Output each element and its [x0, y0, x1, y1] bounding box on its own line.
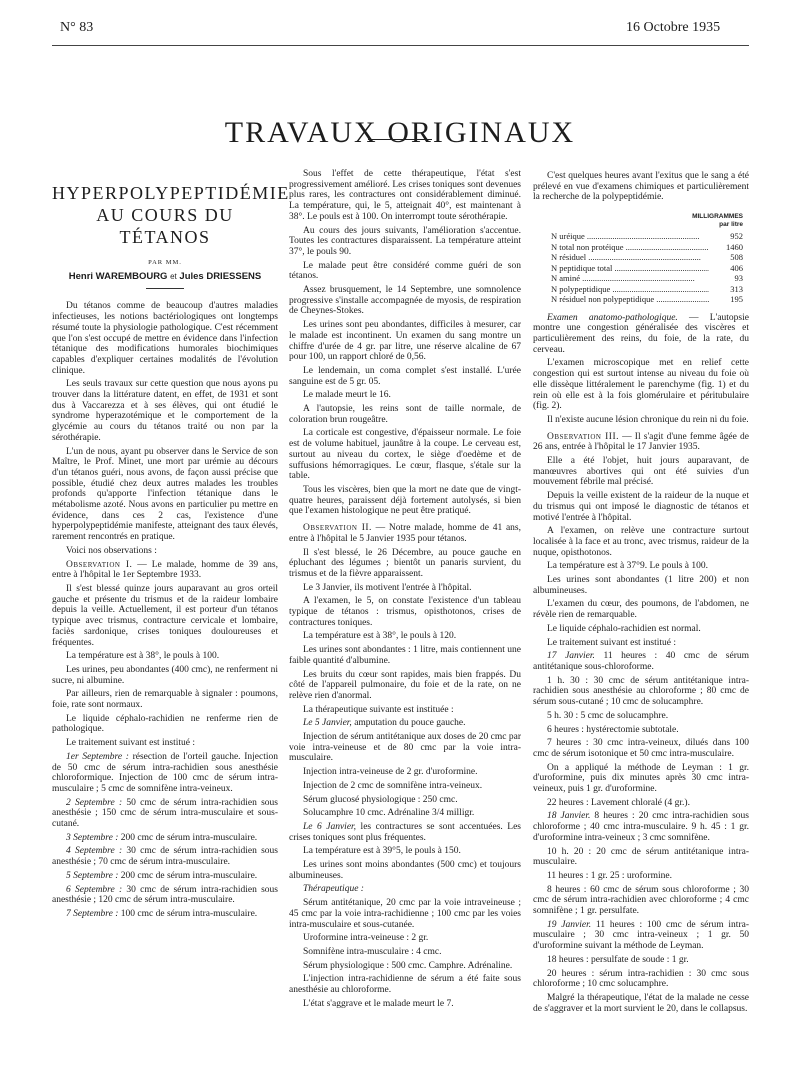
table-row: [533, 263, 749, 274]
column-1: [52, 166, 290, 923]
obs-text: — Le malade, homme de 39 ans, entre à l'hôpital le 1er Septembre 1933.: [52, 559, 279, 581]
results-table: [533, 231, 749, 305]
observation-1: [52, 560, 278, 581]
therapeutique-label: Thérapeutique :: [303, 884, 364, 895]
row-label: N polypeptidique .....: [551, 284, 709, 295]
paragraph: On a appliqué la méthode de Leyman : 1 gr. d'uroformine, puis dix minutes après 30 cmc intra-veineux, puis 1 gr. d'uroformine.: [533, 762, 749, 795]
exam-label: Examen anatomo-pathologique.: [547, 312, 678, 323]
day-label: 18 Janvier.: [547, 811, 591, 822]
table-header: [533, 213, 743, 229]
paragraph: 11 heures : 1 gr. 25 : uroformine.: [547, 870, 672, 881]
header-rule: [52, 45, 749, 46]
row-label: N peptidique total .....: [551, 263, 709, 274]
paragraph: Le liquide céphalo-rachidien est normal.: [547, 623, 701, 634]
column-3: [533, 171, 749, 1017]
paragraph: La température est à 38°, le pouls à 120.: [303, 631, 457, 642]
table-row: [533, 294, 749, 305]
day-label: 1er Septembre :: [66, 751, 129, 762]
author-rule: [146, 288, 184, 289]
treatment-day: [289, 718, 521, 729]
paragraph: Par ailleurs, rien de remarquable à signaler : poumons, foie, rate sont normaux.: [52, 689, 278, 711]
article-title: [52, 182, 290, 248]
section-title: TRAVAUX ORIGINAUX: [224, 116, 576, 150]
paragraph: A l'examen, le 5, on constate l'existence d'un tableau typique de tétanos : trismus, opisthotonos, crises de contractures toniques.: [289, 596, 521, 628]
table-row: [533, 252, 749, 263]
treatment-day: [52, 885, 278, 906]
paragraph: Du tétanos comme de beaucoup d'autres maladies infectieuses, les notions bactériologiques ont longtemps résumé toute la physiologie pathologique. C'est récemment que l'on s'est occupé de mettre en évidence dans l'infection tétanique des modifications humorales biochimiques capables d'expliquer certaines modalités de l'évolution clinique.: [52, 301, 278, 376]
day-text: 30 cmc de sérum intra-rachidien sous anesthésie ; 120 cmc de sérum intra-musculaire.: [52, 884, 278, 906]
paragraph: Malgré la thérapeutique, l'état de la malade ne cesse de s'aggraver et la mort survient le 20, dans le collapsus.: [533, 992, 749, 1014]
day-text: 11 heures : 40 cmc de sérum antitétanique sous-chloroforme.: [533, 651, 749, 672]
paragraph: 22 heures : Lavement chloralé (4 gr.).: [547, 797, 690, 808]
treatment-day: [52, 833, 278, 844]
treatment-day: [52, 752, 278, 795]
day-label: 5 Septembre :: [66, 870, 119, 881]
paragraph: Les urines sont abondantes (1 litre 200) et non albumineuses.: [533, 575, 749, 596]
paragraph: L'injection intra-rachidienne de sérum a été faite sous anesthésie au chloroforme.: [289, 974, 521, 996]
row-label: N résiduel .....: [551, 252, 709, 263]
paragraph: Assez brusquement, le 14 Septembre, une somnolence progressive s'installe accompagnée de myosis, de respiration de Cheynes-Stokes.: [289, 285, 521, 317]
paragraph: Le 3 Janvier, ils motivent l'entrée à l'hôpital.: [303, 582, 472, 593]
paragraph: 8 heures : 60 cmc de sérum sous chloroforme ; 30 cmc de sérum intra-rachidien avec chloroforme ; 4 cmc somnifène ; 1 gr. persulfate.: [533, 884, 749, 917]
section-title-rule: [368, 139, 432, 140]
paragraph: Les urines sont moins abondantes (500 cmc) et toujours albumineuses.: [289, 860, 521, 881]
paragraph: 6 heures : hystérectomie subtotale.: [547, 724, 679, 735]
day-label: 3 Septembre :: [66, 832, 119, 843]
row-value: 952: [730, 231, 743, 242]
paragraph: Injection intra-veineuse de 2 gr. d'uroformine.: [303, 767, 478, 778]
paragraph: 5 h. 30 : 5 cmc de solucamphre.: [547, 710, 669, 721]
row-value: 508: [730, 252, 743, 263]
day-label: 4 Septembre :: [66, 846, 123, 857]
paragraph: Le traitement suivant est institué :: [66, 738, 196, 749]
day-label: 19 Janvier.: [547, 919, 592, 930]
paragraph: Somnifène intra-musculaire : 4 cmc.: [303, 947, 442, 957]
paragraph: Elle a été l'objet, huit jours auparavant, de manœuvres abortives qui ont été suivies d'un mouvement fébrile mal précisé.: [533, 456, 749, 488]
paragraph: L'un de nous, ayant pu observer dans le Service de son Maître, le Prof. Minet, une mort par urémie au décours d'un tétanos guéri, nous avons, de façon aussi précise que possible, étudié chez deux autres malades les troubles profonds qu'apporte l'infection tétanique dans le métabolisme azoté. Nous avons en particulier pu mettre en évidence, dans ces 2 cas, l'existence d'une hyperpolypeptidémie manifeste, atteignant des taux élevés, rarement rencontrés en pratique.: [52, 446, 278, 543]
obs-label: Observation III.: [547, 431, 619, 442]
paragraph: Il s'est blessé, le 26 Décembre, au pouce gauche en épluchant des légumes ; bientôt un panaris survient, du trismus et de la fièvre apparaissent.: [289, 547, 521, 579]
row-label: N uréique .....: [551, 231, 709, 242]
day-text: 30 cmc de sérum intra-rachidien sous anesthésie ; 70 cmc de sérum intra-musculaire.: [52, 846, 278, 868]
row-label: N total non protéique .....: [551, 242, 709, 253]
author-and: et: [170, 271, 177, 281]
paragraph: L'examen du cœur, des poumons, de l'abdomen, ne révèle rien de remarquable.: [533, 599, 749, 621]
paragraph: Le traitement suivant est institué :: [547, 637, 677, 648]
day-label: 6 Septembre :: [66, 884, 123, 895]
paragraph: La température est à 39°5, le pouls à 150.: [303, 846, 461, 857]
row-value: 1460: [726, 241, 743, 252]
paragraph: Il n'existe aucune lésion chronique du rein ni du foie.: [547, 414, 749, 425]
table-header-unit: MILLIGRAMMES: [692, 213, 743, 221]
paragraph: 18 heures : persulfate de soude : 1 gr.: [547, 954, 689, 965]
paragraph: Uroformine intra-veineuse : 2 gr.: [303, 933, 429, 944]
obs-label: Observation II.: [303, 523, 372, 534]
paragraph: La corticale est congestive, d'épaisseur normale. Le foie est de volume habituel, jaunâtre à la coupe. Le cerveau est, surtout au niveau du cortex, le siège d'oedème et de suffusions hémorragiques. Le cœur, flasque, s'étale sur la table.: [289, 428, 521, 482]
row-label: N aminé .....: [551, 273, 709, 284]
day-text: 8 heures : 20 cmc intra-rachidien sous chloroforme ; 40 cmc intra-musculaire. 9 h. 45 : 1 gr. d'uroformine intra-veineux ; 3 cmc somnifène.: [533, 811, 749, 843]
paragraph: Le liquide céphalo-rachidien ne renferme rien de pathologique.: [52, 713, 278, 735]
row-value: 313: [730, 283, 743, 294]
paragraph: Les urines sont peu abondantes, difficiles à mesurer, car le malade est incontinent. Un examen du sang montre un chiffre d'urée de 4 gr. par litre, une réserve alcaline de 67 pour 100, un rapport chloré de 0,56.: [289, 320, 521, 363]
paragraph: Tous les viscères, bien que la mort ne date que de vingt-quatre heures, paraissent déjà fortement autolysés, si bien que l'examen histologique ne peut être pratiqué.: [289, 484, 521, 517]
day-text: les contractures se sont accentuées. Les crises toniques sont plus fréquentes.: [289, 821, 522, 843]
paragraph: Solucamphre 10 cmc. Adrénaline 3/4 milligr.: [303, 808, 475, 819]
table-row: [533, 273, 749, 284]
paragraph: 7 heures : 30 cmc intra-veineux, dilués dans 100 cmc de sérum isotonique et 50 cmc intra-musculaire.: [533, 738, 749, 759]
article-title-line1: HYPERPOLYPEPTIDÉMIE: [52, 183, 290, 203]
day-label: 7 Septembre :: [66, 908, 119, 919]
column-2: [289, 169, 521, 1013]
author-2: Jules DRIESSENS: [179, 270, 262, 282]
issue-date: 16 Octobre 1935: [626, 20, 721, 35]
day-label: Le 5 Janvier,: [303, 718, 352, 729]
table-header-per: par litre: [719, 221, 743, 229]
paragraph: La température est à 37°9. Le pouls à 100.: [547, 561, 709, 572]
day-text: 200 cmc de sérum intra-musculaire.: [118, 832, 258, 843]
issue-number: N° 83: [60, 20, 94, 35]
treatment-day: [52, 871, 278, 882]
paragraph: Les bruits du cœur sont rapides, mais bien frappés. Du côté de l'appareil pulmonaire, du foie et de la rate, on ne relève rien d'anormal.: [289, 669, 521, 701]
paragraph: Le malade meurt le 16.: [303, 390, 391, 401]
paragraph: A l'examen, on relève une contracture surtout localisée à la face et au tronc, avec trismus, raideur de la nuque, opisthotonos.: [533, 526, 749, 558]
row-label: N résiduel non polypeptidique .....: [551, 294, 709, 305]
paragraph: Les urines sont abondantes : 1 litre, mais contiennent une faible quantité d'albumine.: [289, 645, 521, 666]
row-value: 195: [730, 294, 743, 305]
treatment-day: [52, 909, 278, 920]
paragraph: Il s'est blessé quinze jours auparavant au gros orteil gauche et présente du trismus et de la raideur lombaire depuis la veille. Actuellement, il est porteur d'un tétanos typique avec trismus, contracture cervicale et lombaire, faciès sardonique, crises toniques douloureuses et fréquentes.: [52, 583, 278, 648]
paragraph: La thérapeutique suivante est instituée :: [303, 704, 454, 715]
paragraph: Le malade peut être considéré comme guéri de son tétanos.: [289, 260, 521, 282]
paragraph: La température est à 38°, le pouls à 100.: [66, 651, 220, 662]
day-text: résection de l'orteil gauche. Injection de 50 cmc de sérum intra-rachidien sous anesthésie chloroformique. Injection de 100 cmc de sérum intra-musculaire ; 5 cmc de somnifène intra-veineux.: [52, 751, 278, 794]
paragraph: 10 h. 20 : 20 cmc de sérum antitétanique intra-musculaire.: [533, 846, 749, 868]
paragraph: Les seuls travaux sur cette question que nous ayons pu trouver dans la littérature datent, en effet, de 1931 et sont dus à Vaccarezza et à ses élèves, qui ont étudié le syndrome hyperazotémique et le comportement de la glycémie au cours du tétanos traité ou non par la sérothérapie.: [52, 379, 278, 443]
paragraph: C'est quelques heures avant l'exitus que le sang a été prélevé en vue d'examens chimiques et particulièrement la recherche de la polypeptidémie.: [533, 171, 749, 203]
treatment-day: [533, 651, 749, 672]
row-value: 93: [734, 273, 743, 284]
day-label: 17 Janvier.: [547, 651, 595, 662]
obs-text: — Il s'agit d'une femme âgée de 26 ans, entrée à l'hôpital le 17 Janvier 1935.: [533, 431, 749, 453]
day-text: amputation du pouce gauche.: [351, 718, 466, 729]
par-mm: PAR MM.: [148, 259, 182, 266]
treatment-day: [289, 822, 521, 843]
author-1: Henri WAREMBOURG: [68, 270, 168, 282]
paragraph: 1 h. 30 : 30 cmc de sérum antitétanique intra-rachidien sous anesthésie au chloroforme ; 80 cmc de sérum sous-cutané ; 10 cmc de solucamphre.: [533, 675, 749, 708]
paragraph: L'examen microscopique met en relief cette congestion qui est surtout intense au niveau du foie où elle dissèque littéralement le parenchyme (fig. 1) et du rein où elle est à la fois glomérulaire et péritubulaire (fig. 2).: [533, 358, 749, 412]
paragraph: Sous l'effet de cette thérapeutique, l'état s'est progressivement amélioré. Les crises toniques sont devenues plus rares, les contractures ont considérablement diminué. La température, qui, le 5, atteignait 40°, est maintenant à 38°. Le pouls est à 100. On interrompt toute sérothérapie.: [289, 169, 521, 222]
paragraph: Le lendemain, un coma complet s'est installé. L'urée sanguine est de 5 gr. 05.: [289, 365, 521, 387]
paragraph: Au cours des jours suivants, l'amélioration s'accentue. Toutes les contractures disparaissent. La température atteint 37°, le pouls 90.: [289, 225, 521, 257]
paragraph: Injection de sérum antitétanique aux doses de 20 cmc par voie intra-veineuse et de 80 cmc par la voie intra-musculaire.: [289, 732, 521, 764]
treatment-day: [533, 811, 749, 843]
obs-text: — Notre malade, homme de 41 ans, entre à l'hôpital le 5 Janvier 1935 pour tétanos.: [289, 523, 521, 544]
day-text: 11 heures : 100 cmc de sérum intra-musculaire ; 30 cmc intra-veineux ; 1 gr. 50 d'uroformine suivant la méthode de Leyman.: [533, 919, 749, 952]
table-row: [533, 284, 749, 295]
treatment-day: [52, 846, 278, 867]
day-text: 200 cmc de sérum intra-musculaire.: [118, 870, 258, 881]
day-text: 50 cmc de sérum intra-rachidien sous anesthésie ; 150 cmc de sérum intra-musculaire et sous-cutané.: [52, 797, 278, 830]
day-text: 100 cmc de sérum intra-musculaire.: [118, 908, 258, 919]
row-value: 406: [730, 262, 743, 273]
treatment-day: [52, 798, 278, 830]
paragraph: Voici nos observations :: [66, 545, 157, 556]
paragraph: 20 heures : sérum intra-rachidien : 30 cmc sous chloroforme ; 10 cmc solucamphre.: [533, 968, 749, 990]
treatment-day: [533, 920, 749, 952]
exam-text: — L'autopsie montre une congestion généralisée des viscères et particulièrement des reins, du foie, de la rate, du cerveau.: [533, 312, 749, 355]
paragraph: Les urines, peu abondantes (400 cmc), ne renferment ni sucre, ni albumine.: [52, 664, 278, 686]
table-row: [533, 231, 749, 242]
paragraph: L'état s'aggrave et le malade meurt le 7.: [303, 998, 454, 1009]
observation-2: [289, 523, 521, 544]
obs-label: Observation I.: [66, 559, 133, 570]
paragraph: Sérum physiologique : 500 cmc. Camphre. Adrénaline.: [303, 960, 513, 971]
paragraph: Sérum glucosé physiologique : 250 cmc.: [303, 794, 458, 805]
day-label: Le 6 Janvier,: [303, 821, 357, 832]
authors: [52, 272, 278, 283]
observation-3: [533, 432, 749, 453]
article-title-line2: AU COURS DU TÉTANOS: [96, 205, 234, 247]
exam-paragraph: [533, 313, 749, 356]
paragraph: Depuis la veille existent de la raideur de la nuque et du trismus qui ont imposé le diagnostic de tétanos et motivé l'entrée à l'hôpital.: [533, 491, 749, 523]
paragraph: Injection de 2 cmc de somnifène intra-veineux.: [303, 780, 483, 791]
table-row: [533, 242, 749, 253]
paragraph: A l'autopsie, les reins sont de taille normale, de coloration brun rougeâtre.: [289, 404, 521, 425]
day-label: 2 Septembre :: [66, 797, 123, 808]
paragraph: Sérum antitétanique, 20 cmc par la voie intraveineuse ; 45 cmc par la voie intra-rachidienne ; 100 cmc par les voies intra-musculaire et sous-cutanée.: [289, 898, 521, 930]
